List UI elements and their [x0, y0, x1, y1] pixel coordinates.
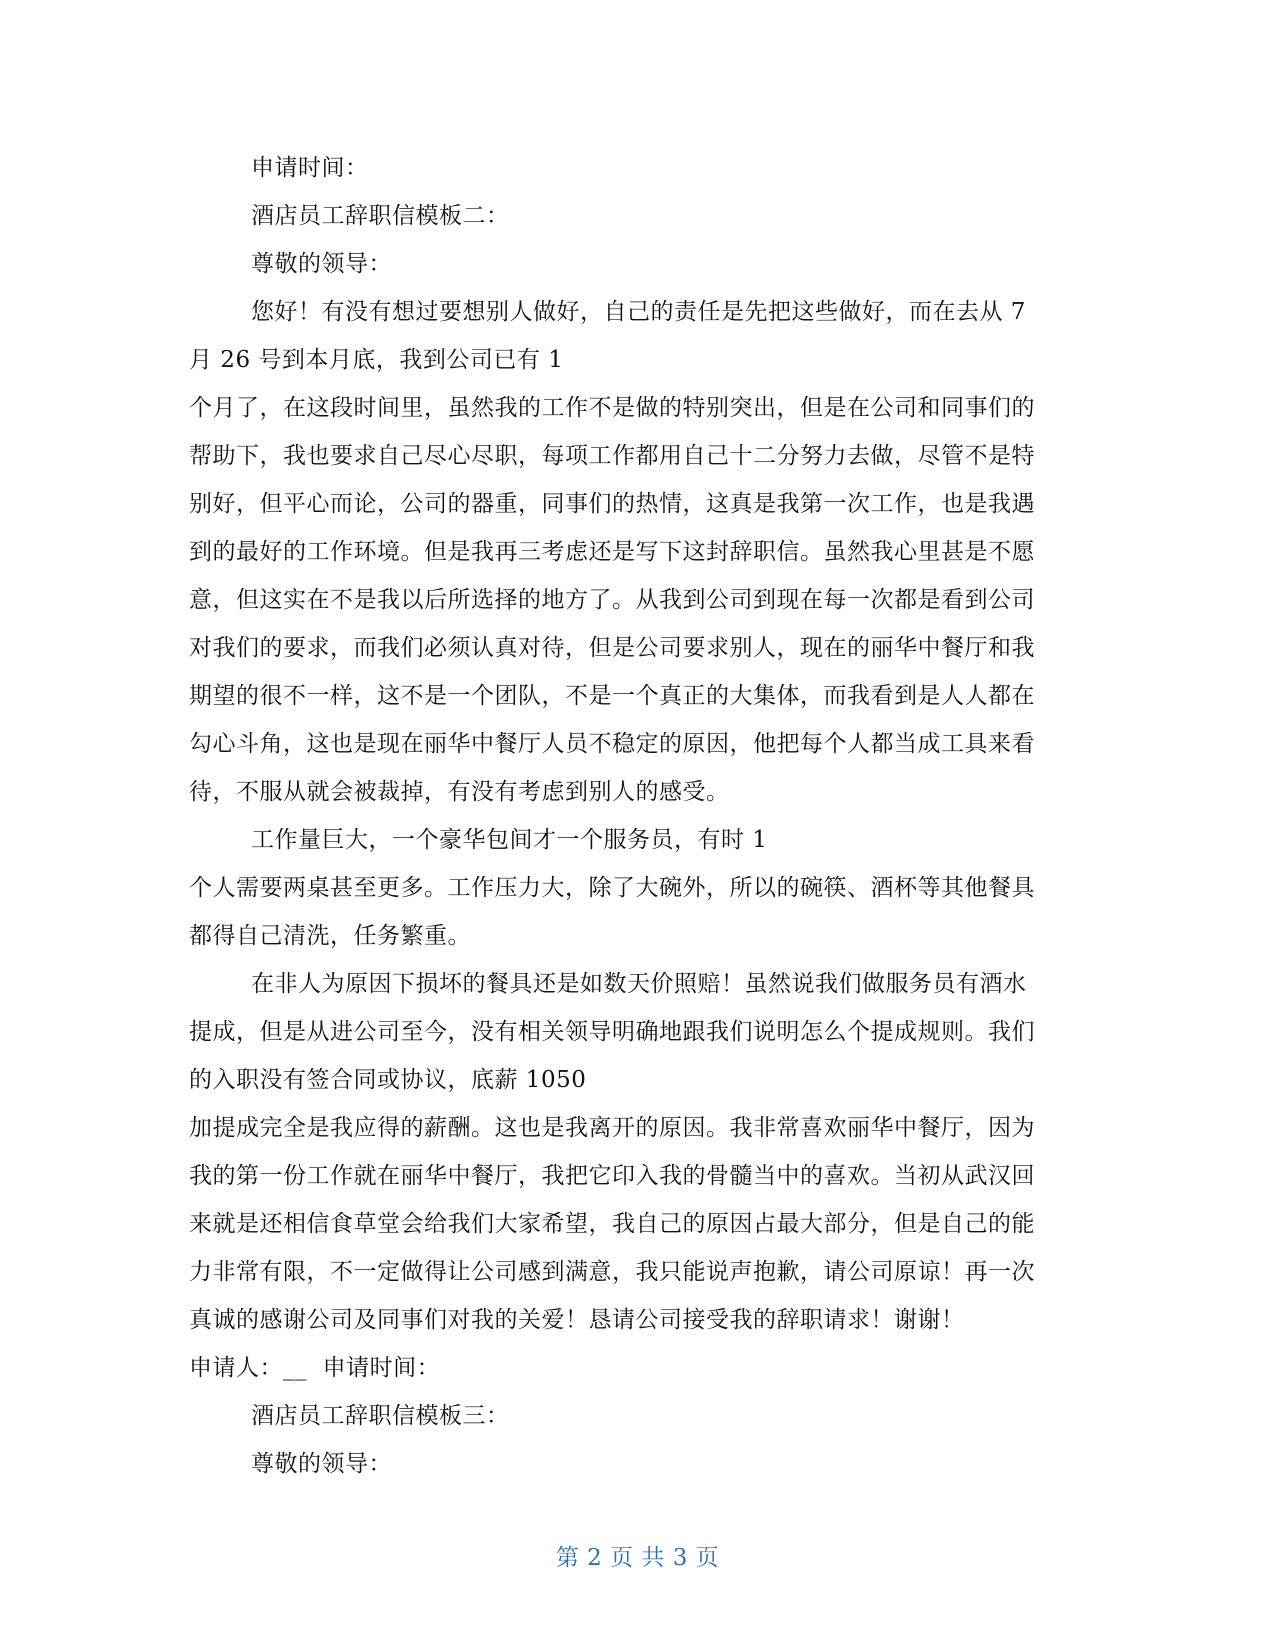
body-line: 帮助下，我也要求自己尽心尽职，每项工作都用自己十二分努力去做，尽管不是特: [189, 443, 1035, 469]
body-line: 个月了，在这段时间里，虽然我的工作不是做的特别突出，但是在公司和同事们的: [189, 395, 1035, 421]
body-line: 真诚的感谢公司及同事们对我的关爱！恳请公司接受我的辞职请求！谢谢！: [189, 1307, 965, 1333]
salutation: 尊敬的领导：: [251, 251, 392, 277]
body-line: 来就是还相信食草堂会给我们大家希望，我自己的原因占最大部分，但是自己的能: [189, 1211, 1035, 1237]
salutation: 尊敬的领导：: [251, 1451, 392, 1477]
body-line: 力非常有限，不一定做得让公司感到满意，我只能说声抱歉，请公司原谅！再一次: [189, 1259, 1035, 1285]
body-line: 的入职没有签合同或协议，底薪 1050: [189, 1067, 587, 1093]
body-line: 到的最好的工作环境。但是我再三考虑还是写下这封辞职信。虽然我心里甚是不愿: [189, 539, 1035, 565]
template-three-heading: 酒店员工辞职信模板三：: [251, 1403, 510, 1429]
body-line: 期望的很不一样，这不是一个团队，不是一个真正的大集体，而我看到是人人都在: [189, 683, 1035, 709]
body-line: 我的第一份工作就在丽华中餐厅，我把它印入我的骨髓当中的喜欢。当初从武汉回: [189, 1163, 1035, 1189]
body-line: 勾心斗角，这也是现在丽华中餐厅人员不稳定的原因，他把每个人都当成工具来看: [189, 731, 1035, 757]
application-time-label: 申请时间：: [251, 155, 369, 181]
body-line: 月 26 号到本月底，我到公司已有 1: [189, 347, 564, 373]
body-line: 对我们的要求，而我们必须认真对待，但是公司要求别人，现在的丽华中餐厅和我: [189, 635, 1035, 661]
page-number-footer: 第 2 页 共 3 页: [555, 1545, 720, 1571]
body-line: 别好，但平心而论，公司的器重，同事们的热情，这真是我第一次工作，也是我遇: [189, 491, 1035, 517]
body-line: 工作量巨大，一个豪华包间才一个服务员，有时 1: [251, 827, 768, 853]
body-line: 个人需要两桌甚至更多。工作压力大，除了大碗外，所以的碗筷、酒杯等其他餐具: [189, 875, 1035, 901]
applicant-signature-line: 申请人：__ 申请时间：: [189, 1355, 441, 1381]
body-line: 都得自己清洗，任务繁重。: [189, 923, 471, 949]
body-line: 待，不服从就会被裁掉，有没有考虑到别人的感受。: [189, 779, 730, 805]
body-line: 您好！有没有想过要想别人做好，自己的责任是先把这些做好，而在去从 7: [251, 299, 1026, 325]
template-two-heading: 酒店员工辞职信模板二：: [251, 203, 510, 229]
body-line: 加提成完全是我应得的薪酬。这也是我离开的原因。我非常喜欢丽华中餐厅，因为: [189, 1115, 1035, 1141]
body-line: 意，但这实在不是我以后所选择的地方了。从我到公司到现在每一次都是看到公司: [189, 587, 1035, 613]
body-line: 提成，但是从进公司至今，没有相关领导明确地跟我们说明怎么个提成规则。我们: [189, 1019, 1035, 1045]
body-line: 在非人为原因下损坏的餐具还是如数天价照赔！虽然说我们做服务员有酒水: [251, 971, 1027, 997]
